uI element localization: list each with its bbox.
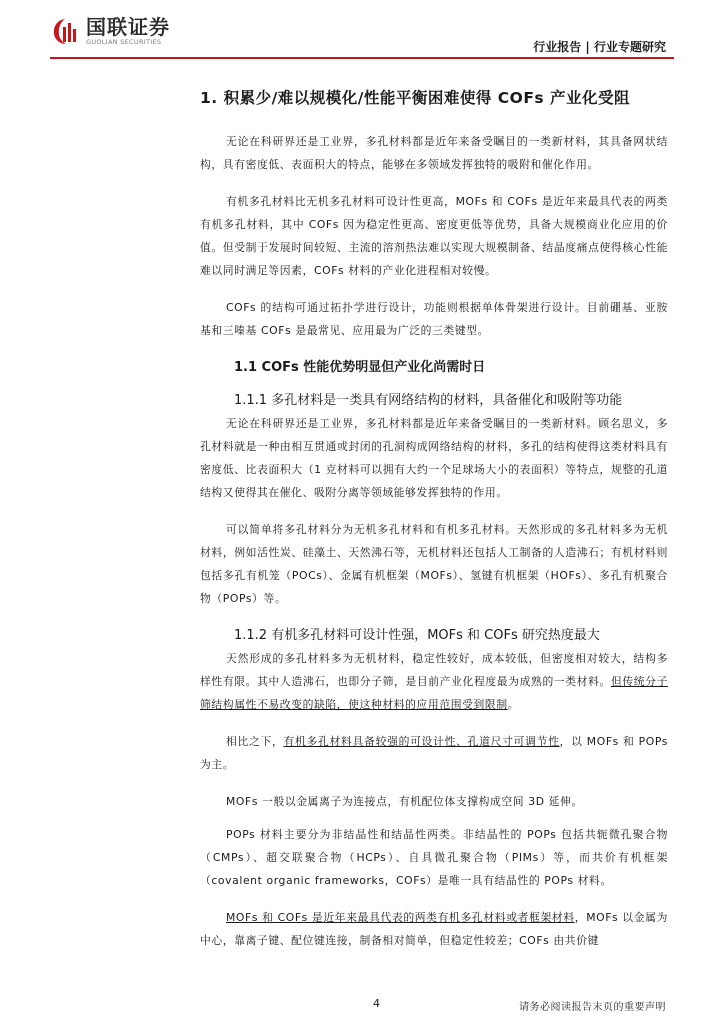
company-logo (50, 16, 170, 46)
paragraph-1: 无论在科研界还是工业界，多孔材料都是近年来备受瞩目的一类新材料，其具备网状结构，具有密度低、表面积大的特点，能够在多领域发挥独特的吸附和催化作用。 (200, 135, 668, 171)
logo-chinese-name: 国联证券 (86, 15, 170, 39)
paragraph-9: POPs 材料主要分为非结晶性和结晶性两类。非结晶性的 POPs 包括共轭微孔聚合物（CMPs）、超交联聚合物（HCPs）、自具微孔聚合物（PIMs）等，而共价有机框架（covalent organic frameworks，COFs）是唯一具有结晶性的 POPs 材料。 (200, 828, 668, 887)
paragraph-7-lead: 相比之下， (226, 735, 284, 748)
footer-disclaimer: 请务必阅读报告末页的重要声明 (519, 1002, 666, 1013)
subsection-title-1-1-1: 1.1.1 多孔材料是一类具有网络结构的材料，具备催化和吸附等功能 (234, 393, 623, 408)
paragraph-10-text: ，MOFs 以金属为中心，靠离子键、配位键连接，制备相对简单，但稳定性较差；COFs 由共价键 (200, 911, 668, 947)
paragraph-2: 有机多孔材料比无机多孔材料可设计性更高，MOFs 和 COFs 是近年来最具代表的两类有机多孔材料，其中 COFs 因为稳定性更高、密度更低等优势，具备大规模商业化应用的价值。但受制于发展时间较短、主流的溶剂热法难以实现大规模制备、结晶度痛点使得核心性能难以同时满足等因素，COFs 材料的产业化进程相对较慢。 (200, 195, 668, 277)
header-divider (50, 57, 674, 59)
paragraph-8: MOFs 一般以金属离子为连接点，有机配位体支撑构成空间 3D 延伸。 (226, 795, 583, 808)
page-number: 4 (373, 997, 380, 1010)
paragraph-4: 无论在科研界还是工业界，多孔材料都是近年来备受瞩目的一类新材料。顾名思义，多孔材料就是一种由相互贯通或封闭的孔洞构成网络结构的材料，多孔的结构使得这类材料具有密度低、比表面积大（1 克材料可以拥有大约一个足球场大小的表面积）等特点，规整的孔道结构又使得其在催化、吸附分离等领域能够发挥独特的作用。 (200, 417, 668, 499)
paragraph-3: COFs 的结构可通过拓扑学进行设计，功能则根据单体骨架进行设计。目前硼基、亚胺基和三嗪基 COFs 是最常见、应用最为广泛的三类键型。 (200, 301, 668, 337)
paragraph-6 (200, 647, 668, 716)
paragraph-6-underlined: 但传统分子筛结构属性不易改变的缺陷，使这种材料的应用范围受到限制 (200, 675, 668, 711)
paragraph-6-text: 天然形成的多孔材料多为无机材料，稳定性较好，成本较低，但密度相对较大，结构多样性有限。其中人造沸石，也即分子筛，是目前产业化程度最为成熟的一类材料。 (200, 652, 668, 688)
report-type-label: 行业报告 | 行业专题研究 (533, 40, 666, 54)
paragraph-7-end: ，以 MOFs 和 POPs 为主。 (200, 735, 668, 771)
subsection-title-1-1: 1.1 COFs 性能优势明显但产业化尚需时日 (234, 360, 486, 375)
paragraph-10-underlined: MOFs 和 COFs 是近年来最具代表的两类有机多孔材料或者框架材料 (226, 911, 575, 924)
paragraph-7 (200, 730, 668, 776)
paragraph-10 (200, 906, 668, 952)
paragraph-7-underlined: 有机多孔材料具备较强的可设计性、孔道尺寸可调节性 (283, 735, 560, 748)
paragraph-6-end: 。 (507, 698, 520, 711)
page-header (0, 0, 724, 64)
section-title: 1. 积累少/难以规模化/性能平衡困难使得 COFs 产业化受阻 (200, 89, 631, 107)
subsection-title-1-1-2: 1.1.2 有机多孔材料可设计性强，MOFs 和 COFs 研究热度最大 (234, 628, 600, 643)
logo-english-name: GUOLIAN SECURITIES (86, 38, 162, 46)
main-content (200, 86, 668, 966)
guolian-logo-icon (50, 16, 80, 46)
paragraph-5: 可以简单将多孔材料分为无机多孔材料和有机多孔材料。天然形成的多孔材料多为无机材料，例如活性炭、硅藻土、天然沸石等，无机材料还包括人工制备的人造沸石；有机材料则包括多孔有机笼（POCs）、金属有机框架（MOFs）、氢键有机框架（HOFs）、多孔有机聚合物（POPs）等。 (200, 523, 668, 605)
